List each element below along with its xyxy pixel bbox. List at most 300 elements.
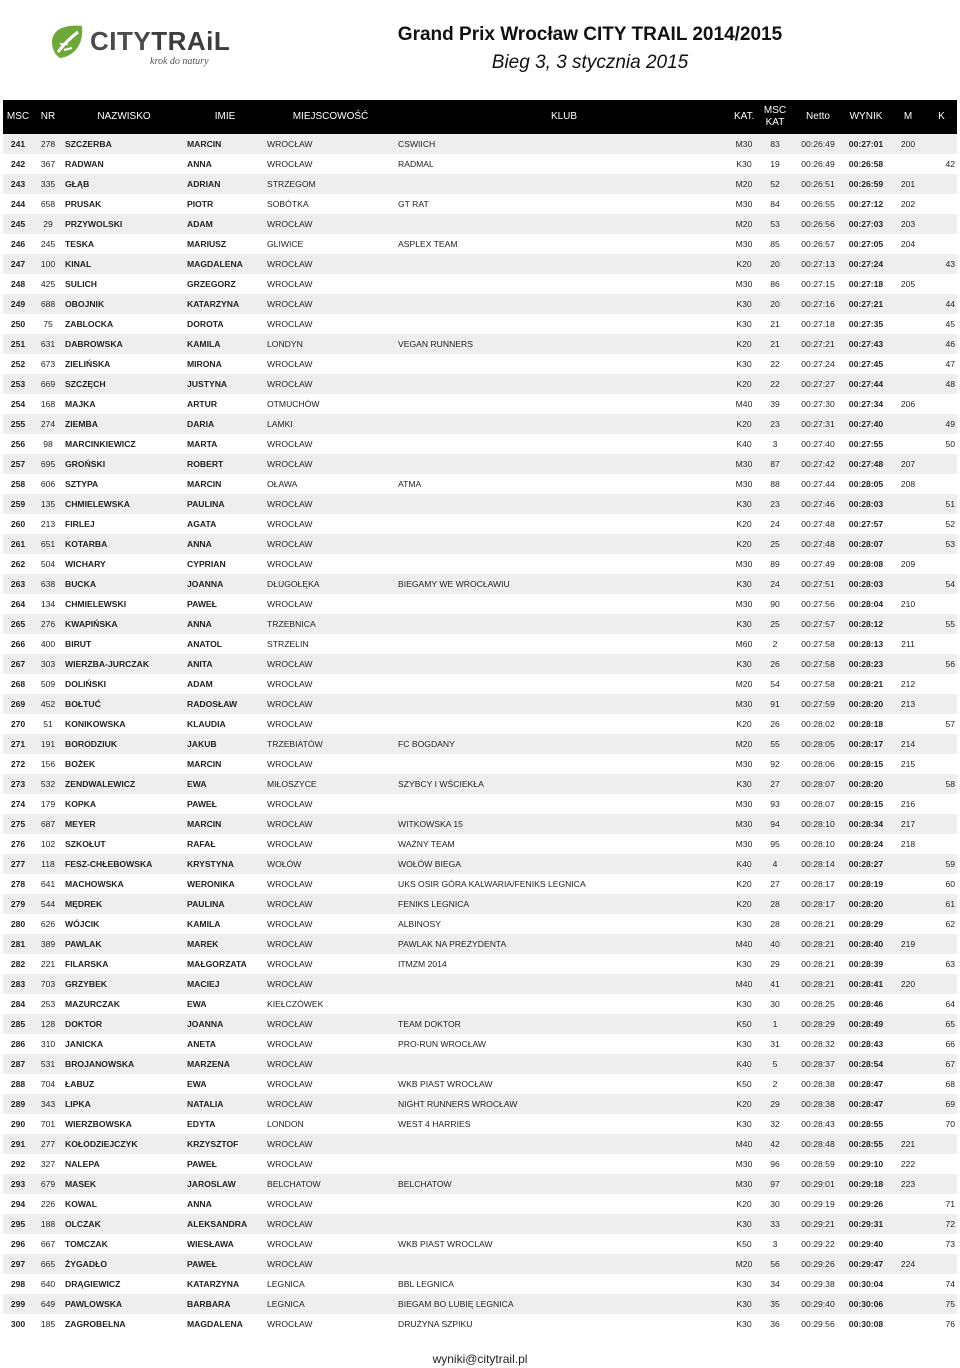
table-row	[3, 974, 957, 994]
cell-wynik: 00:27:35	[848, 319, 884, 329]
cell-kat: K30	[736, 619, 752, 629]
cell-netto: 00:27:58	[801, 659, 835, 669]
cell-m	[890, 994, 926, 1014]
cell-netto: 00:27:13	[801, 259, 835, 269]
table-row	[3, 1174, 957, 1194]
table-row	[3, 674, 957, 694]
cell-imie: ANNA	[187, 539, 212, 549]
cell-klub: PAWLAK NA PREZYDENTA	[398, 939, 507, 949]
cell-wynik: 00:29:47	[848, 1259, 884, 1269]
cell-msc: 268	[10, 679, 26, 689]
table-row	[3, 1034, 957, 1054]
cell-klub	[396, 614, 732, 634]
cell-klub	[396, 1194, 732, 1214]
cell-m: 219	[900, 939, 916, 949]
cell-wynik: 00:29:26	[848, 1199, 884, 1209]
cell-msc: 245	[10, 219, 26, 229]
cell-klub: BIEGAMY WE WROCŁAWIU	[398, 579, 510, 589]
cell-miejscowosc: LEGNICA	[267, 1299, 305, 1309]
cell-wynik: 00:27:34	[848, 399, 884, 409]
cell-nazwisko: RADWAN	[65, 159, 104, 169]
cell-imie: CYPRIAN	[187, 559, 226, 569]
cell-nr: 544	[40, 899, 56, 909]
cell-m	[890, 494, 926, 514]
table-row	[3, 1054, 957, 1074]
cell-netto: 00:28:37	[801, 1059, 835, 1069]
cell-msc: 269	[10, 699, 26, 709]
cell-kat: M30	[735, 799, 753, 809]
cell-msckat: 24	[770, 519, 780, 529]
cell-kat: M40	[735, 939, 753, 949]
cell-klub	[396, 594, 732, 614]
cell-wynik: 00:28:41	[848, 979, 884, 989]
cell-m	[890, 874, 926, 894]
cell-imie: JUSTYNA	[187, 379, 228, 389]
cell-nr: 669	[40, 379, 56, 389]
cell-k	[926, 794, 957, 814]
cell-k: 45	[945, 319, 955, 329]
cell-wynik: 00:28:34	[848, 819, 884, 829]
cell-nr: 191	[40, 739, 56, 749]
cell-klub	[396, 794, 732, 814]
logo-wordmark	[90, 26, 230, 57]
cell-msc: 250	[10, 319, 26, 329]
cell-msc: 287	[10, 1059, 26, 1069]
cell-kat: M30	[735, 599, 753, 609]
cell-miejscowosc: WROCŁAW	[267, 919, 313, 929]
cell-klub: BIEGAM BO LUBIĘ LEGNICA	[398, 1299, 514, 1309]
cell-msc: 288	[10, 1079, 26, 1089]
cell-netto: 00:26:55	[801, 199, 835, 209]
cell-wynik: 00:28:20	[848, 899, 884, 909]
cell-k: 70	[945, 1119, 955, 1129]
cell-k: 54	[945, 579, 955, 589]
cell-msc: 244	[10, 199, 26, 209]
cell-msc: 261	[10, 539, 26, 549]
cell-nazwisko: SZTYPA	[65, 479, 99, 489]
cell-netto: 00:29:21	[801, 1219, 835, 1229]
cell-nr: 128	[40, 1019, 56, 1029]
cell-miejscowosc: LEGNICA	[267, 1279, 305, 1289]
cell-klub	[396, 394, 732, 414]
cell-wynik: 00:27:40	[848, 419, 884, 429]
leaf-logo-icon	[48, 22, 88, 62]
cell-m: 209	[900, 559, 916, 569]
cell-k: 60	[945, 879, 955, 889]
cell-k	[926, 814, 957, 834]
cell-nr: 665	[40, 1259, 56, 1269]
cell-netto: 00:28:06	[801, 759, 835, 769]
cell-imie: ROBERT	[187, 459, 224, 469]
cell-klub	[396, 694, 732, 714]
cell-nazwisko: ZIELIŃSKA	[65, 359, 111, 369]
cell-imie: BARBARA	[187, 1299, 231, 1309]
cell-msckat: 92	[770, 759, 780, 769]
cell-kat: K30	[736, 1319, 752, 1329]
cell-wynik: 00:28:15	[848, 759, 884, 769]
cell-nr: 168	[40, 399, 56, 409]
cell-klub	[396, 354, 732, 374]
cell-msc: 278	[10, 879, 26, 889]
cell-imie: AGATA	[187, 519, 217, 529]
cell-m: 210	[900, 599, 916, 609]
cell-k	[926, 554, 957, 574]
cell-kat: K40	[736, 1059, 752, 1069]
cell-klub	[396, 654, 732, 674]
cell-msckat: 84	[770, 199, 780, 209]
table-row	[3, 894, 957, 914]
cell-wynik: 00:27:43	[848, 339, 884, 349]
cell-nazwisko: MACHOWSKA	[65, 879, 124, 889]
cell-kat: K30	[736, 959, 752, 969]
cell-k: 67	[945, 1059, 955, 1069]
cell-miejscowosc: WROCŁAW	[267, 439, 313, 449]
cell-msckat: 94	[770, 819, 780, 829]
table-row	[3, 754, 957, 774]
cell-miejscowosc: WROCŁAW	[267, 679, 313, 689]
cell-nr: 679	[40, 1179, 56, 1189]
cell-klub: RADMAL	[398, 159, 434, 169]
cell-imie: PAULINA	[187, 899, 225, 909]
cell-imie: RADOSŁAW	[187, 699, 238, 709]
cell-imie: DOROTA	[187, 319, 224, 329]
cell-msc: 254	[10, 399, 26, 409]
cell-kat: K20	[736, 1199, 752, 1209]
cell-netto: 00:27:48	[801, 519, 835, 529]
cell-klub	[396, 254, 732, 274]
cell-msckat: 40	[770, 939, 780, 949]
cell-imie: PAWEŁ	[187, 799, 217, 809]
cell-nazwisko: PRZYWOLSKI	[65, 219, 123, 229]
cell-m	[890, 1274, 926, 1294]
table-row	[3, 1254, 957, 1274]
cell-m	[890, 334, 926, 354]
cell-miejscowosc: WROCŁAW	[267, 259, 313, 269]
cell-kat: K30	[736, 659, 752, 669]
cell-msckat: 2	[772, 639, 778, 649]
cell-msckat: 1	[772, 1019, 778, 1029]
cell-netto: 00:27:51	[801, 579, 835, 589]
cell-kat: M30	[735, 559, 753, 569]
cell-nazwisko: MARCINKIEWICZ	[65, 439, 136, 449]
cell-k	[926, 734, 957, 754]
cell-m	[890, 354, 926, 374]
cell-msckat: 93	[770, 799, 780, 809]
cell-msckat: 22	[770, 359, 780, 369]
cell-kat: K20	[736, 879, 752, 889]
table-row	[3, 914, 957, 934]
cell-klub	[396, 174, 732, 194]
cell-kat: K30	[736, 1299, 752, 1309]
cell-miejscowosc: SOBÓTKA	[267, 199, 309, 209]
cell-miejscowosc: TRZEBIATÓW	[267, 739, 323, 749]
cell-kat: K30	[736, 1119, 752, 1129]
cell-nazwisko: ŁABUZ	[65, 1079, 95, 1089]
footer-email[interactable]: wyniki@citytrail.pl	[432, 1352, 528, 1366]
cell-nazwisko: DABROWSKA	[65, 339, 123, 349]
cell-miejscowosc: WROCŁAW	[267, 1099, 313, 1109]
cell-netto: 00:28:29	[801, 1019, 835, 1029]
cell-k: 58	[945, 779, 955, 789]
cell-msckat: 20	[770, 259, 780, 269]
table-row	[3, 874, 957, 894]
cell-miejscowosc: KIEŁCZÓWEK	[267, 999, 324, 1009]
cell-wynik: 00:28:29	[848, 919, 884, 929]
cell-kat: K50	[736, 1019, 752, 1029]
cell-msckat: 54	[770, 679, 780, 689]
cell-msc: 284	[10, 999, 26, 1009]
cell-wynik: 00:28:27	[848, 859, 884, 869]
cell-miejscowosc: OTMUCHÓW	[267, 399, 320, 409]
cell-imie: PAWEŁ	[187, 1259, 217, 1269]
cell-msc: 259	[10, 499, 26, 509]
cell-klub	[396, 1134, 732, 1154]
cell-kat: K20	[736, 519, 752, 529]
col-nr-header: NR	[40, 111, 56, 122]
cell-kat: K30	[736, 499, 752, 509]
cell-msc: 285	[10, 1019, 26, 1029]
cell-imie: MARZENA	[187, 1059, 230, 1069]
cell-msckat: 88	[770, 479, 780, 489]
cell-nr: 687	[40, 819, 56, 829]
cell-msckat: 97	[770, 1179, 780, 1189]
cell-nr: 631	[40, 339, 56, 349]
table-row	[3, 834, 957, 854]
cell-netto: 00:27:40	[801, 439, 835, 449]
cell-imie: EWA	[187, 779, 207, 789]
cell-nr: 277	[40, 1139, 56, 1149]
cell-nr: 504	[40, 559, 56, 569]
cell-imie: KAMILA	[187, 339, 221, 349]
cell-kat: K30	[736, 919, 752, 929]
cell-imie: MARCIN	[187, 759, 222, 769]
cell-k: 52	[945, 519, 955, 529]
cell-netto: 00:28:17	[801, 899, 835, 909]
cell-klub	[396, 494, 732, 514]
cell-m	[890, 574, 926, 594]
cell-imie: MAREK	[187, 939, 219, 949]
table-row	[3, 454, 957, 474]
cell-msckat: 28	[770, 899, 780, 909]
cell-kat: M20	[735, 679, 753, 689]
cell-miejscowosc: WROCŁAW	[267, 559, 313, 569]
cell-msckat: 20	[770, 299, 780, 309]
cell-kat: M20	[735, 1259, 753, 1269]
cell-wynik: 00:30:04	[848, 1279, 884, 1289]
cell-kat: K20	[736, 339, 752, 349]
cell-msc: 294	[10, 1199, 26, 1209]
table-body	[3, 134, 957, 1334]
cell-netto: 00:27:16	[801, 299, 835, 309]
cell-k	[926, 214, 957, 234]
cell-msckat: 23	[770, 499, 780, 509]
cell-nr: 704	[40, 1079, 56, 1089]
cell-nr: 367	[40, 159, 56, 169]
cell-nr: 651	[40, 539, 56, 549]
col-wynik-header: WYNIK	[849, 111, 883, 122]
cell-nazwisko: SZCZERBA	[65, 139, 112, 149]
cell-klub	[396, 1214, 732, 1234]
cell-miejscowosc: WROCŁAW	[267, 879, 313, 889]
cell-wynik: 00:27:12	[848, 199, 884, 209]
cell-k: 50	[945, 439, 955, 449]
cell-msckat: 56	[770, 1259, 780, 1269]
cell-k: 44	[945, 299, 955, 309]
cell-nazwisko: WIERZBA-JURCZAK	[65, 659, 150, 669]
cell-k: 64	[945, 999, 955, 1009]
cell-kat: M30	[735, 839, 753, 849]
cell-k: 49	[945, 419, 955, 429]
table-row	[3, 1294, 957, 1314]
cell-m	[890, 1214, 926, 1234]
cell-m: 218	[900, 839, 916, 849]
cell-wynik: 00:28:12	[848, 619, 884, 629]
cell-imie: MACIEJ	[187, 979, 220, 989]
cell-kat: M30	[735, 279, 753, 289]
cell-nr: 278	[40, 139, 56, 149]
cell-msc: 256	[10, 439, 26, 449]
cell-msckat: 34	[770, 1279, 780, 1289]
cell-miejscowosc: WROCŁAW	[267, 839, 313, 849]
cell-nr: 335	[40, 179, 56, 189]
cell-k: 66	[945, 1039, 955, 1049]
cell-kat: M30	[735, 699, 753, 709]
cell-wynik: 00:28:46	[848, 999, 884, 1009]
cell-miejscowosc: WROCŁAW	[267, 459, 313, 469]
table-row	[3, 154, 957, 174]
cell-nazwisko: BIRUT	[65, 639, 92, 649]
cell-nazwisko: TOMCZAK	[65, 1239, 108, 1249]
cell-netto: 00:27:15	[801, 279, 835, 289]
cell-wynik: 00:27:05	[848, 239, 884, 249]
cell-nazwisko: PAWLOWSKA	[65, 1299, 123, 1309]
table-row	[3, 1114, 957, 1134]
cell-imie: GRZEGORZ	[187, 279, 236, 289]
cell-m	[890, 894, 926, 914]
cell-miejscowosc: WROCŁAW	[267, 159, 313, 169]
cell-miejscowosc: BELCHATOW	[267, 1179, 321, 1189]
cell-klub: DRUŻYNA SZPIKU	[398, 1319, 473, 1329]
cell-msc: 296	[10, 1239, 26, 1249]
table-row	[3, 1314, 957, 1334]
cell-imie: MAGDALENA	[187, 259, 243, 269]
cell-imie: ANNA	[187, 159, 212, 169]
cell-netto: 00:29:22	[801, 1239, 835, 1249]
cell-msc: 281	[10, 939, 26, 949]
cell-msckat: 55	[770, 739, 780, 749]
cell-netto: 00:27:42	[801, 459, 835, 469]
cell-wynik: 00:28:47	[848, 1079, 884, 1089]
cell-imie: MARTA	[187, 439, 218, 449]
cell-msckat: 95	[770, 839, 780, 849]
cell-klub: FC BOGDANY	[398, 739, 455, 749]
table-row	[3, 354, 957, 374]
cell-msckat: 3	[772, 1239, 778, 1249]
cell-imie: MARCIN	[187, 139, 222, 149]
cell-nazwisko: GRZYBEK	[65, 979, 108, 989]
logo-trail: TRAiL	[151, 26, 231, 56]
cell-k: 73	[945, 1239, 955, 1249]
table-row	[3, 474, 957, 494]
cell-miejscowosc: MIŁOSZYCE	[267, 779, 317, 789]
cell-imie: JAKUB	[187, 739, 217, 749]
cell-netto: 00:28:25	[801, 999, 835, 1009]
cell-klub	[396, 214, 732, 234]
cell-kat: M30	[735, 759, 753, 769]
table-row	[3, 1154, 957, 1174]
cell-nr: 221	[40, 959, 56, 969]
cell-nr: 640	[40, 1279, 56, 1289]
cell-nr: 253	[40, 999, 56, 1009]
cell-imie: MARIUSZ	[187, 239, 227, 249]
cell-imie: KAMILA	[187, 919, 221, 929]
cell-k	[926, 174, 957, 194]
cell-nazwisko: SZKOŁUT	[65, 839, 106, 849]
col-klub-header: KLUB	[550, 111, 578, 122]
cell-k	[926, 274, 957, 294]
cell-nazwisko: NALEPA	[65, 1159, 100, 1169]
cell-wynik: 00:28:21	[848, 679, 884, 689]
results-table	[3, 100, 957, 1334]
table-row	[3, 274, 957, 294]
cell-msckat: 96	[770, 1159, 780, 1169]
cell-msckat: 25	[770, 539, 780, 549]
cell-wynik: 00:28:55	[848, 1139, 884, 1149]
cell-m: 221	[900, 1139, 916, 1149]
cell-m: 213	[900, 699, 916, 709]
cell-miejscowosc: WROCLAW	[267, 319, 313, 329]
cell-msc: 253	[10, 379, 26, 389]
cell-nazwisko: CHMIELEWSKI	[65, 599, 127, 609]
cell-netto: 00:28:38	[801, 1079, 835, 1089]
cell-miejscowosc: GLIWICE	[267, 239, 304, 249]
cell-msc: 271	[10, 739, 26, 749]
cell-msckat: 85	[770, 239, 780, 249]
cell-nazwisko: MĘDREK	[65, 899, 103, 909]
cell-netto: 00:27:24	[801, 359, 835, 369]
cell-m	[890, 434, 926, 454]
cell-k: 63	[945, 959, 955, 969]
cell-nr: 303	[40, 659, 56, 669]
cell-k	[926, 834, 957, 854]
cell-netto: 00:28:07	[801, 799, 835, 809]
table-row	[3, 434, 957, 454]
cell-m	[890, 654, 926, 674]
cell-msc: 273	[10, 779, 26, 789]
cell-msckat: 5	[772, 1059, 778, 1069]
cell-k: 74	[945, 1279, 955, 1289]
table-row	[3, 734, 957, 754]
cell-miejscowosc: WROCŁAW	[267, 759, 313, 769]
cell-klub: ASPLEX TEAM	[398, 239, 458, 249]
cell-m	[890, 854, 926, 874]
cell-msckat: 33	[770, 1219, 780, 1229]
col-miejscowosc-header: MIEJSCOWOŚĆ	[292, 111, 369, 122]
table-row	[3, 294, 957, 314]
cell-k	[926, 134, 957, 154]
cell-nazwisko: KINAL	[65, 259, 92, 269]
cell-m	[890, 1054, 926, 1074]
cell-miejscowosc: WROCŁAW	[267, 659, 313, 669]
cell-netto: 00:28:21	[801, 959, 835, 969]
cell-imie: MARCIN	[187, 479, 222, 489]
cell-m: 208	[900, 479, 916, 489]
cell-nr: 135	[40, 499, 56, 509]
cell-nr: 276	[40, 619, 56, 629]
cell-m	[890, 1314, 926, 1334]
cell-miejscowosc: WROCŁAW	[267, 1199, 313, 1209]
cell-kat: K20	[736, 1099, 752, 1109]
